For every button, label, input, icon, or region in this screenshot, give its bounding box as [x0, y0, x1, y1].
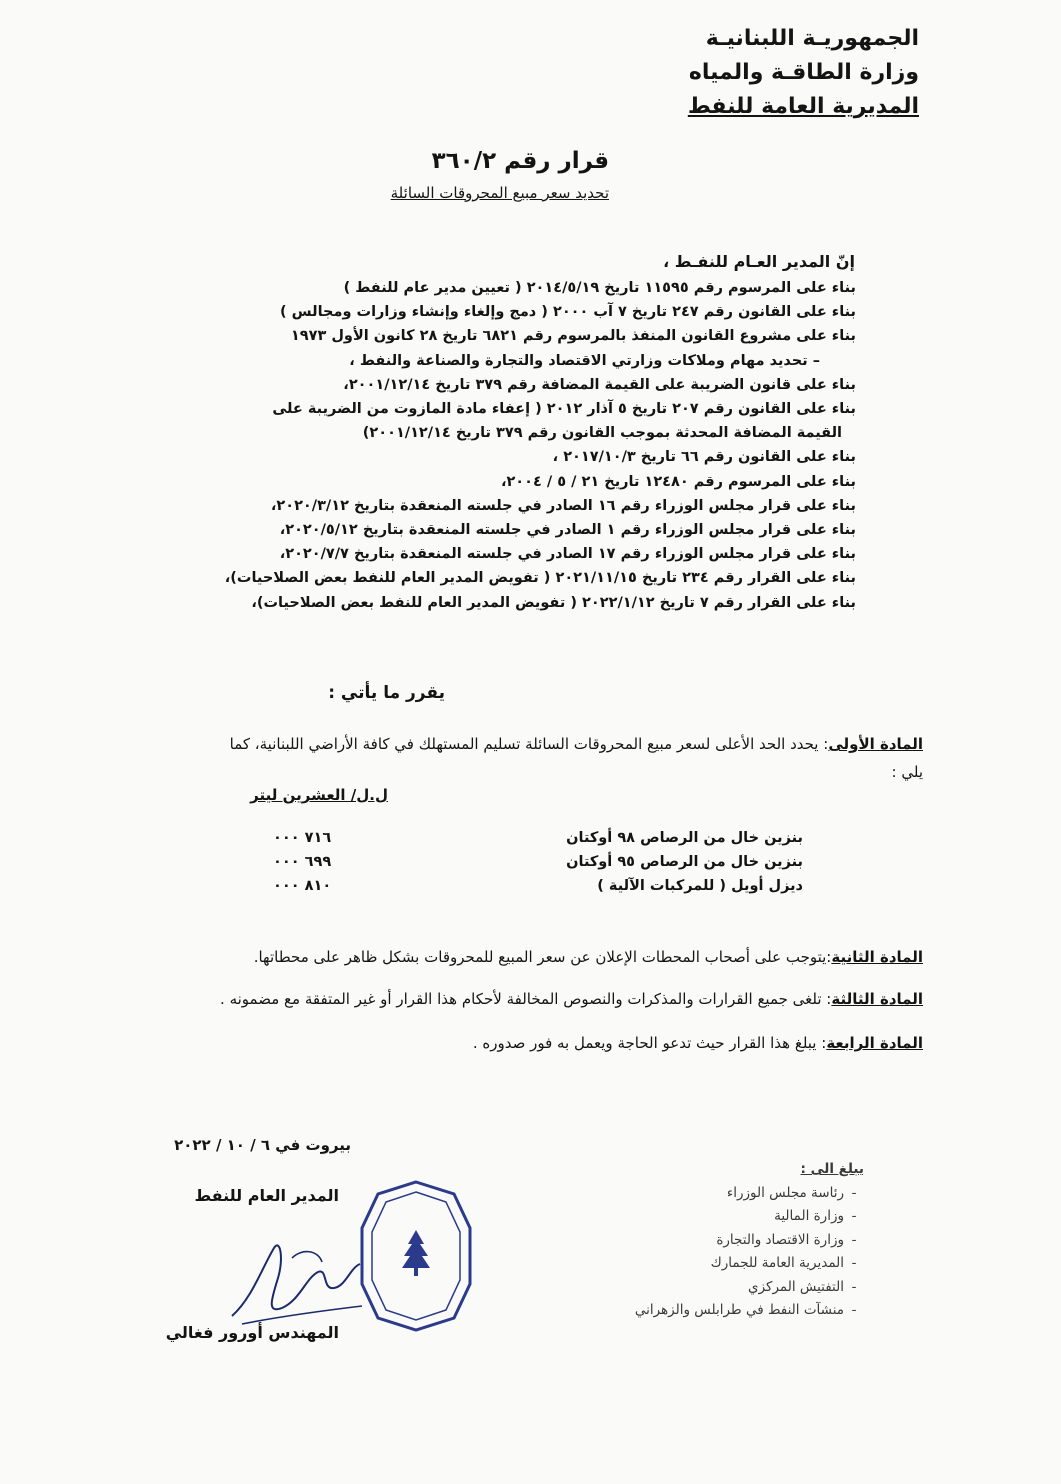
article-1-label: المادة الأولى — [828, 735, 923, 753]
article-4-label: المادة الرابعة — [826, 1034, 923, 1052]
article-1-text: : يحدد الحد الأعلى لسعر مبيع المحروقات السائلة تسليم المستهلك في كافة الأراضي اللبنانية، كما يلي : — [229, 735, 923, 781]
article-4 — [473, 1034, 923, 1052]
signer-name: المهندس أورور فغالي — [165, 1323, 339, 1342]
distribution-heading: يبلغ الى : — [800, 1161, 864, 1177]
decides-heading: يقرر ما يأتي : — [328, 683, 445, 703]
basis-line: بناء على القرار رقم ٧ تاريخ ٢٠٢٢/١/١٢ ( تفويض المدير العام للنفط بعض الصلاحيات)، — [251, 594, 856, 611]
product-price: ٧١٦ ٠٠٠ — [273, 830, 332, 846]
distribution-item: - رئاسة مجلس الوزراء — [635, 1182, 864, 1206]
product-name: ديزل أويل ( للمركبات الآلية ) — [597, 878, 803, 894]
signature — [222, 1228, 372, 1338]
decision-number: قرار رقم ٣٦٠/٢ — [431, 148, 609, 174]
basis-line: بناء على قرار مجلس الوزراء رقم ١ الصادر في جلسته المنعقدة بتاريخ ٢٠٢٠/٥/١٢، — [279, 522, 856, 539]
product-price: ٨١٠ ٠٠٠ — [273, 878, 332, 894]
product-price: ٦٩٩ ٠٠٠ — [273, 854, 332, 870]
basis-line: بناء على القانون رقم ٢٤٧ تاريخ ٧ آب ٢٠٠٠ ( دمج وإلغاء وإنشاء وزارات ومجالس ) — [279, 304, 856, 321]
letterhead-directorate: المديرية العامة للنفط — [687, 94, 919, 119]
distribution-list — [635, 1158, 864, 1323]
article-3 — [220, 990, 923, 1008]
distribution-item: - وزارة الاقتصاد والتجارة — [635, 1229, 864, 1253]
basis-line: بناء على المرسوم رقم ١٢٤٨٠ تاريخ ٢١ / ٥ / ٢٠٠٤، — [500, 473, 856, 490]
legal-basis-list — [156, 276, 856, 615]
distribution-item: - وزارة المالية — [635, 1205, 864, 1229]
signer-title: المدير العام للنفط — [194, 1186, 339, 1205]
product-name: بنزين خال من الرصاص ٩٥ أوكتان — [566, 854, 803, 870]
product-name: بنزين خال من الرصاص ٩٨ أوكتان — [566, 830, 803, 846]
price-list — [273, 826, 803, 898]
letterhead — [688, 22, 919, 124]
basis-line: بناء على القرار رقم ٢٣٤ تاريخ ٢٠٢١/١١/١٥ ( تفويض المدير العام للنفط بعض الصلاحيات)، — [224, 570, 856, 587]
distribution-item: - منشآت النفط في طرابلس والزهراني — [635, 1299, 864, 1323]
article-3-text: : تلغى جميع القرارات والمذكرات والنصوص المخالفة لأحكام هذا القرار أو غير المتفقة مع مضمونه . — [220, 990, 832, 1008]
price-row — [273, 850, 803, 874]
basis-line: – تحديد مهام وملاكات وزارتي الاقتصاد والتجارة والصناعة والنفط ، — [349, 352, 820, 369]
basis-line: بناء على القانون رقم ٢٠٧ تاريخ ٥ آذار ٢٠١٢ ( إعفاء مادة المازوت من الضريبة على — [272, 401, 856, 418]
basis-line: بناء على القانون رقم ٦٦ تاريخ ٢٠١٧/١٠/٣ ، — [552, 449, 856, 466]
letterhead-ministry: وزارة الطاقـة والمياه — [688, 60, 919, 85]
article-4-text: : يبلغ هذا القرار حيث تدعو الحاجة ويعمل به فور صدوره . — [472, 1034, 827, 1052]
article-1 — [223, 730, 923, 786]
article-3-label: المادة الثالثة — [831, 990, 923, 1008]
price-row — [273, 874, 803, 898]
intro-line: إنّ المدير العـام للنفـط ، — [663, 252, 855, 271]
official-seal — [358, 1178, 474, 1334]
decision-subject: تحديد سعر مبيع المحروقات السائلة — [390, 184, 609, 202]
basis-line: القيمة المضافة المحدثة بموجب القانون رقم ٣٧٩ تاريخ ٢٠٠١/١٢/١٤) — [362, 425, 842, 442]
letterhead-republic: الجمهوريـة اللبنانيـة — [705, 26, 919, 51]
article-2-label: المادة الثانية — [831, 948, 923, 966]
distribution-item: - التفتيش المركزي — [635, 1276, 864, 1300]
article-2-text: :يتوجب على أصحاب المحطات الإعلان عن سعر المبيع للمحروقات بشكل ظاهر على محطاتها. — [253, 948, 832, 966]
article-2 — [254, 948, 923, 966]
issue-date: بيروت في ٦ / ١٠ / ٢٠٢٢ — [174, 1136, 351, 1154]
price-unit: ل.ل/ العشرين ليتر — [250, 786, 388, 804]
basis-line: بناء على قرار مجلس الوزراء رقم ١٦ الصادر في جلسته المنعقدة بتاريخ ٢٠٢٠/٣/١٢، — [270, 497, 856, 514]
distribution-item: - المديرية العامة للجمارك — [635, 1252, 864, 1276]
basis-line: بناء على قرار مجلس الوزراء رقم ١٧ الصادر في جلسته المنعقدة بتاريخ ٢٠٢٠/٧/٧، — [279, 546, 856, 563]
basis-line: بناء على مشروع القانون المنفذ بالمرسوم رقم ٦٨٢١ تاريخ ٢٨ كانون الأول ١٩٧٣ — [290, 328, 856, 345]
basis-line: بناء على المرسوم رقم ١١٥٩٥ تاريخ ٢٠١٤/٥/١٩ ( تعيين مدير عام للنفط ) — [343, 280, 856, 296]
price-row — [273, 826, 803, 850]
basis-line: بناء على قانون الضريبة على القيمة المضافة رقم ٣٧٩ تاريخ ٢٠٠١/١٢/١٤، — [343, 376, 856, 393]
